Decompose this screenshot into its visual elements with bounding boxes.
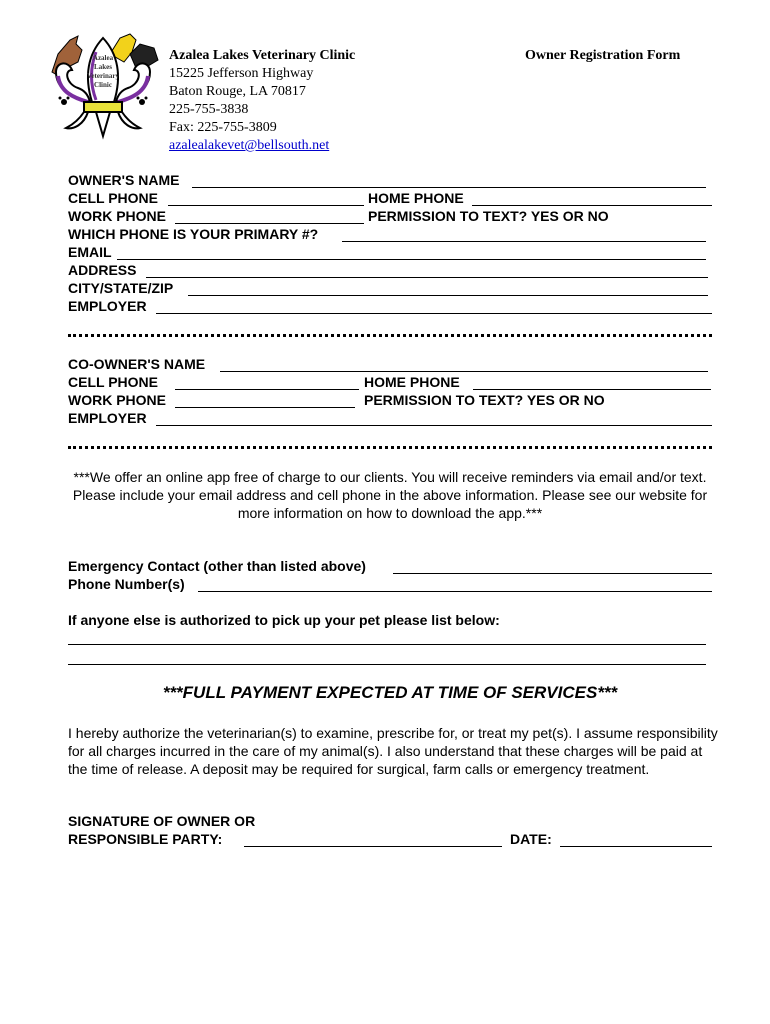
- authorization-text: I hereby authorize the veterinarian(s) to examine, prescribe for, or treat my pet(s). I assume responsibility for all charges incurred in the care of my animal(s). I also understand that these charges will be paid at the time of release. A deposit may be required for surgical, farm calls or emergency treatment.: [68, 725, 718, 777]
- logo-text-line: Clinic: [94, 81, 112, 89]
- owner-address-label: ADDRESS: [68, 262, 137, 278]
- emergency-contact-row: [68, 557, 366, 575]
- owner-work-row: [68, 207, 166, 225]
- coowner-cell-field[interactable]: [175, 375, 359, 390]
- section-divider: [68, 446, 712, 449]
- owner-primary-row: [68, 225, 318, 243]
- logo-text-line: Lakes: [94, 63, 112, 71]
- signature-line2: [68, 830, 222, 848]
- coowner-name-field[interactable]: [220, 357, 708, 372]
- date-label: DATE:: [510, 831, 552, 847]
- owner-address-row: [68, 261, 136, 279]
- owner-home-label: HOME PHONE: [368, 190, 464, 206]
- owner-employer-row: [68, 297, 147, 315]
- owner-text-permission-label: PERMISSION TO TEXT? YES OR NO: [368, 208, 609, 224]
- signature-label-line1: SIGNATURE OF OWNER OR: [68, 813, 256, 829]
- owner-cell-label: CELL PHONE: [68, 190, 158, 206]
- owner-home-row: [368, 189, 464, 207]
- owner-name-field[interactable]: [192, 173, 706, 188]
- logo-text-line: Azalea: [92, 54, 114, 62]
- emergency-contact-label: Emergency Contact (other than listed above): [68, 558, 366, 574]
- signature-field[interactable]: [244, 832, 502, 847]
- owner-employer-field[interactable]: [156, 299, 712, 314]
- coowner-employer-row: [68, 409, 147, 427]
- coowner-employer-label: EMPLOYER: [68, 410, 147, 426]
- coowner-work-field[interactable]: [175, 393, 355, 408]
- clinic-logo: [44, 32, 162, 142]
- owner-primary-label: WHICH PHONE IS YOUR PRIMARY #?: [68, 226, 319, 242]
- owner-employer-label: EMPLOYER: [68, 298, 147, 314]
- owner-work-label: WORK PHONE: [68, 208, 166, 224]
- clinic-fax: Fax: 225-755-3809: [169, 120, 277, 135]
- signature-line1: [68, 812, 255, 830]
- coowner-text-permission-label: PERMISSION TO TEXT? YES OR NO: [364, 392, 605, 408]
- section-divider: [68, 334, 712, 337]
- owner-email-row: [68, 243, 112, 261]
- date-row: [510, 830, 552, 848]
- logo-text: [82, 54, 124, 90]
- form-title: Owner Registration Form: [525, 48, 681, 63]
- emergency-phone-field[interactable]: [198, 577, 712, 592]
- coowner-cell-label: CELL PHONE: [68, 374, 158, 390]
- owner-name-row: [68, 171, 179, 189]
- owner-text-permission: [368, 207, 609, 225]
- clinic-name: Azalea Lakes Veterinary Clinic: [169, 48, 356, 63]
- coowner-name-row: [68, 355, 205, 373]
- emergency-phone-row: [68, 575, 185, 593]
- coowner-work-row: [68, 391, 166, 409]
- owner-primary-field[interactable]: [342, 227, 706, 242]
- coowner-cell-row: [68, 373, 158, 391]
- clinic-email-link[interactable]: azalealakevet@bellsouth.net: [169, 138, 330, 153]
- owner-work-field[interactable]: [175, 209, 364, 224]
- owner-city-label: CITY/STATE/ZIP: [68, 280, 174, 296]
- owner-city-field[interactable]: [188, 281, 708, 296]
- payment-notice: ***FULL PAYMENT EXPECTED AT TIME OF SERVICES***: [162, 683, 618, 702]
- clinic-info: [169, 47, 355, 155]
- signature-label-line2: RESPONSIBLE PARTY:: [68, 831, 223, 847]
- pickup-row: [68, 611, 500, 629]
- coowner-work-label: WORK PHONE: [68, 392, 166, 408]
- owner-email-field[interactable]: [117, 245, 706, 260]
- clinic-phone: 225-755-3838: [169, 102, 249, 117]
- owner-city-row: [68, 279, 173, 297]
- owner-home-field[interactable]: [472, 191, 712, 206]
- coowner-home-row: [364, 373, 460, 391]
- coowner-name-label: CO-OWNER'S NAME: [68, 356, 206, 372]
- coowner-home-field[interactable]: [473, 375, 711, 390]
- coowner-text-permission: [364, 391, 605, 409]
- owner-address-field[interactable]: [146, 263, 708, 278]
- owner-cell-row: [68, 189, 158, 207]
- coowner-home-label: HOME PHONE: [364, 374, 460, 390]
- owner-email-label: EMAIL: [68, 244, 112, 260]
- pickup-label: If anyone else is authorized to pick up your pet please list below:: [68, 612, 500, 628]
- emergency-phone-label: Phone Number(s): [68, 576, 185, 592]
- emergency-contact-field[interactable]: [393, 559, 712, 574]
- coowner-employer-field[interactable]: [156, 411, 712, 426]
- owner-name-label: OWNER'S NAME: [68, 172, 180, 188]
- logo-text-line: Veterinary: [86, 72, 119, 80]
- clinic-address-line1: 15225 Jefferson Highway: [169, 66, 314, 81]
- owner-cell-field[interactable]: [168, 191, 364, 206]
- pickup-field-1[interactable]: [68, 630, 706, 645]
- date-field[interactable]: [560, 832, 712, 847]
- app-notice: ***We offer an online app free of charge to our clients. You will receive reminders via email and/or text. Please include your email address and cell phone in the above information. Please see our website for more information on how to download the app.***: [72, 469, 708, 521]
- clinic-address-line2: Baton Rouge, LA 70817: [169, 84, 306, 99]
- pickup-field-2[interactable]: [68, 650, 706, 665]
